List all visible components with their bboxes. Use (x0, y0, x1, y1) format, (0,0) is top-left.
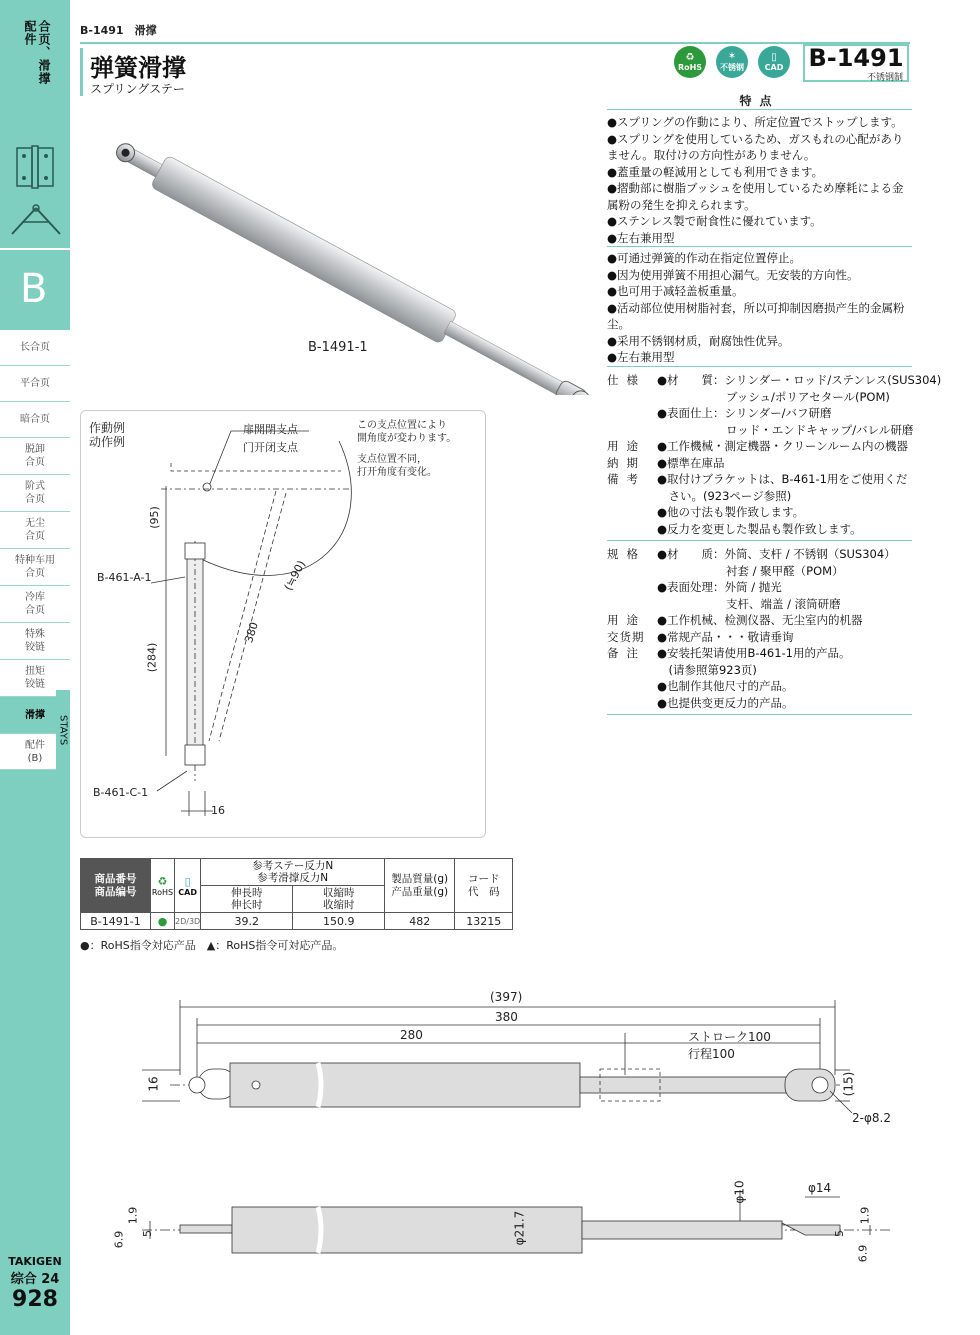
material-tag: 不锈钢制 (866, 73, 903, 83)
table-legend: ●：RoHS指令対応产品 ▲：RoHS指令可対応产品。 (80, 939, 344, 952)
spec-value: ●也提供变更反力的产品。 (657, 695, 794, 710)
stainless-badge-icon: ✶ 不锈钢 (716, 46, 748, 78)
dim-15: (15) (841, 1071, 856, 1097)
photo-caption: B-1491-1 (308, 340, 368, 355)
sidebar-category-label: 配件 (23, 20, 37, 46)
cad-badge-icon: ▯ CAD (758, 46, 790, 78)
hole-label: 2-φ8.2 (852, 1111, 891, 1125)
diagram-title-jp: 作動例 (89, 421, 126, 435)
cell-cad[interactable]: 2D/3D (175, 913, 201, 930)
spec-value: ●標準在庫品 (657, 455, 725, 470)
stroke-label-cn: 行程100 (688, 1047, 735, 1061)
sidebar-item-label: 特殊 铰链 (25, 629, 45, 653)
sidebar-top (0, 0, 70, 330)
dim-16: 16 (211, 804, 225, 817)
product-table (80, 858, 513, 930)
spec-value: さい。(923ページ参照) (657, 488, 792, 503)
sidebar-item-label: 滑撑 (25, 709, 45, 721)
stroke-label-jp: ストローク100 (688, 1030, 771, 1044)
pivot-note-cn: 支点位置不同， 打开角度有变化。 (357, 454, 437, 478)
feature-jp-item: ●摺動部に樹脂ブッシュを使用しているため摩耗による金属粉の発生を抑えられます。 (607, 181, 904, 212)
feature-cn-item: ●采用不锈钢材质，耐腐蚀性优异。 (607, 333, 790, 348)
operation-diagram (80, 410, 486, 838)
sidebar-item-label: 扭矩 铰链 (25, 666, 45, 690)
spec-value: ●表面处理：外筒 / 抛光 (657, 580, 782, 594)
stay-icon (8, 202, 64, 238)
feature-cn-item: ●可通过弹簧的作动在指定位置停止。 (607, 251, 802, 265)
spec-value: ●他の寸法も製作致します。 (657, 505, 805, 519)
dimension-drawing-lines (80, 985, 910, 1275)
sidebar-item-label: 阶式 合页 (25, 481, 45, 505)
title-accent (80, 48, 83, 96)
features-jp (607, 114, 912, 246)
page-number: 928 (12, 1287, 58, 1312)
cell-mass: 482 (385, 913, 455, 930)
th-cad (175, 859, 201, 913)
spec-key: 备注 (607, 646, 646, 660)
feature-jp-item: ●蓋重量の軽減用としても利用できます。 (607, 164, 824, 179)
dim-6-9-left: 6.9 (112, 1230, 126, 1249)
sidebar-item-label: 无尘 合页 (25, 518, 45, 542)
th-cad-label: CAD (178, 887, 197, 897)
th-extended: 伸長時 伸长时 (201, 886, 293, 913)
dim-angle: (≒90) (281, 558, 309, 593)
sidebar-item-label: 特种车用 合页 (15, 555, 55, 579)
table-row (81, 913, 513, 930)
spec-key: 交货期 (607, 629, 645, 644)
stainless-badge-label: 不锈钢 (720, 63, 744, 72)
dim-95: (95) (147, 506, 161, 529)
brand-name: TAKIGEN (8, 1255, 62, 1268)
sidebar-divider (0, 248, 70, 250)
sidebar-item-label: 长合页 (20, 342, 50, 353)
spec-value: ●反力を変更した製品も製作致します。 (657, 521, 862, 536)
specs-rule (607, 366, 912, 367)
spec-key: 用途 (607, 439, 646, 453)
operation-diagram-drawing (81, 411, 485, 837)
cad-file-icon: ▯ (184, 874, 191, 888)
spec-value: ●安装托架请使用B-461-1用的产品。 (657, 646, 851, 660)
section-letter: B (20, 266, 48, 312)
dim-397: (397) (490, 990, 523, 1004)
feature-cn-item: ●活动部位使用树脂衬套，所以可抑制因磨损产生的金属粉尘。 (607, 300, 905, 331)
pivot-label-cn: 门开闭支点 (243, 441, 298, 454)
sidebar-item-step-hinge[interactable] (0, 475, 70, 512)
spec-value: ●材 質：シリンダー・ロッド/ステンレス(SUS304) (657, 373, 942, 387)
dim-16-drawing: 16 (146, 1076, 161, 1092)
feature-cn-item: ●也可用于减轻盖板重量。 (607, 284, 744, 298)
bracket-c-label: B-461-C-1 (93, 786, 149, 799)
dim-phi217: φ21.7 (512, 1210, 527, 1246)
cell-compressed: 150.9 (293, 913, 385, 930)
bracket-a-label: B-461-A-1 (97, 571, 152, 584)
spec-key: 備考 (607, 472, 646, 486)
spec-value: ●也制作其他尺寸的产品。 (657, 679, 794, 693)
sidebar-item-concealed-hinge[interactable] (0, 402, 70, 438)
dim-5-left: 5 (141, 1230, 154, 1237)
sidebar-item-flat-hinge[interactable] (0, 366, 70, 402)
spec-key: 仕様 (607, 373, 646, 387)
breadcrumb-code: B-1491 (80, 24, 124, 37)
spec-value: ●常规产品・・・敬请垂询 (657, 629, 794, 644)
feature-cn-item: ●因为使用弹簧不用担心漏气。无安装的方向性。 (607, 267, 859, 282)
spec-key: 规格 (607, 547, 646, 561)
stays-tag-label: STAYS (57, 714, 69, 746)
hinge-icon (14, 142, 56, 192)
sidebar-item-special-hinge[interactable] (0, 623, 70, 660)
dim-6-9-right: 6.9 (856, 1244, 870, 1263)
cell-ccode: 13215 (455, 913, 513, 930)
dim-phi14: φ14 (808, 1181, 832, 1195)
th-compressed: 収縮時 收缩时 (293, 886, 385, 913)
dim-284: (284) (145, 642, 159, 673)
page-subtitle: スプリングステー (90, 82, 185, 96)
cell-rohs: ● (151, 913, 175, 930)
sidebar-item-vehicle-hinge[interactable] (0, 549, 70, 586)
footer-brand (0, 1255, 70, 1312)
spec-value: ●取付けブラケットは、B-461-1用をご使用くだ (657, 472, 908, 486)
sidebar-subcategory-label: 合页、滑撑 (37, 20, 51, 85)
th-product-code: 商品番号 商品编号 (81, 859, 151, 913)
catalog-label: 综合 24 (10, 1272, 60, 1287)
rohs-leaf-icon: ♻ (157, 874, 168, 888)
stays-tag (56, 690, 70, 770)
sidebar-item-label: 冷库 合页 (25, 592, 45, 616)
th-rohs-label: RoHS (151, 887, 174, 897)
sidebar-menu (0, 330, 70, 770)
features-heading: 特点 (739, 94, 780, 108)
specs-divider (607, 540, 912, 541)
sidebar-item-dustfree-hinge[interactable] (0, 512, 70, 549)
dim-280: 280 (400, 1028, 423, 1042)
dim-phi10: φ10 (732, 1180, 747, 1204)
specs-end-rule (607, 714, 912, 715)
spec-value: ●工作機械・測定機器・クリーンルーム内の機器 (657, 439, 909, 453)
dim-380-drawing: 380 (495, 1010, 518, 1024)
spec-value: 衬套 / 聚甲醛（POM） (657, 563, 844, 578)
features-divider (607, 246, 912, 247)
pivot-note-jp: この支点位置により 開角度が変わります。 (357, 420, 457, 444)
spec-value: ロッド・エンドキャップ/バレル研磨 (657, 422, 914, 437)
badge-row (674, 46, 790, 78)
pivot-label-jp: 扉開閉支点 (243, 423, 298, 436)
spec-value: 支杆、端盖 / 滚筒研磨 (657, 596, 841, 611)
features-rule (607, 109, 912, 110)
feature-jp-item: ●スプリングの作動により、所定位置でストップします。 (607, 115, 903, 129)
header-rule (80, 42, 910, 44)
cell-code: B-1491-1 (81, 913, 151, 930)
spec-value: ●材 质：外筒、支杆 / 不锈钢（SUS304） (657, 547, 896, 561)
th-code: コード 代 码 (455, 859, 513, 913)
spec-value: ブッシュ/ポリアセタール(POM) (657, 389, 890, 404)
spec-key: 用途 (607, 613, 646, 627)
page-title: 弹簧滑撑 (90, 54, 186, 82)
cad-badge-label: CAD (764, 63, 784, 72)
dimension-drawing (80, 985, 910, 1275)
breadcrumb (80, 22, 157, 38)
sidebar-item-label: 脱卸 合页 (25, 444, 45, 468)
sidebar-item-label: 配件 (B) (25, 739, 45, 764)
feature-jp-item: ●左右兼用型 (607, 230, 675, 245)
spec-value: ●工作机械、检测仪器、无尘室内的机器 (657, 613, 863, 627)
breadcrumb-name: 滑撑 (134, 24, 157, 37)
dim-380: 380 (242, 620, 261, 645)
sidebar-item-long-hinge[interactable] (0, 330, 70, 366)
diagram-title-cn: 动作例 (89, 435, 126, 449)
feature-jp-item: ●ステンレス製で耐食性に優れています。 (607, 214, 822, 228)
spec-key: 納期 (607, 455, 646, 470)
th-rohs (151, 859, 175, 913)
th-reaction-force: 参考ステー反力N 参考滑撑反力N (201, 859, 385, 886)
spec-value: ●表面仕上：シリンダー/バフ研磨 (657, 406, 832, 420)
rohs-badge-label: RoHS (677, 63, 703, 72)
feature-jp-item: ●スプリングを使用しているため、ガスもれの心配がありません。取付けの方向性がありません。 (607, 131, 904, 162)
cell-extended: 39.2 (201, 913, 293, 930)
dim-1-9-left: 1.9 (126, 1206, 140, 1225)
product-code: B-1491 (808, 44, 904, 72)
sidebar-item-label: 平合页 (20, 378, 50, 389)
feature-cn-item: ●左右兼用型 (607, 350, 675, 364)
sidebar-item-freezer-hinge[interactable] (0, 586, 70, 623)
features-cn (607, 250, 912, 366)
th-mass: 製品質量(g) 产品重量(g) (385, 859, 455, 913)
sidebar-item-label: 暗合页 (20, 414, 50, 425)
spec-value: (请参照第923页) (657, 662, 757, 677)
product-code-box (803, 44, 909, 82)
sidebar-bottom (0, 770, 70, 1335)
rohs-badge-icon: ♻ RoHS (674, 46, 706, 78)
sidebar-item-liftoff-hinge[interactable] (0, 438, 70, 475)
dim-1-9-right: 1.9 (858, 1206, 872, 1225)
dim-5-right: 5 (833, 1230, 846, 1237)
